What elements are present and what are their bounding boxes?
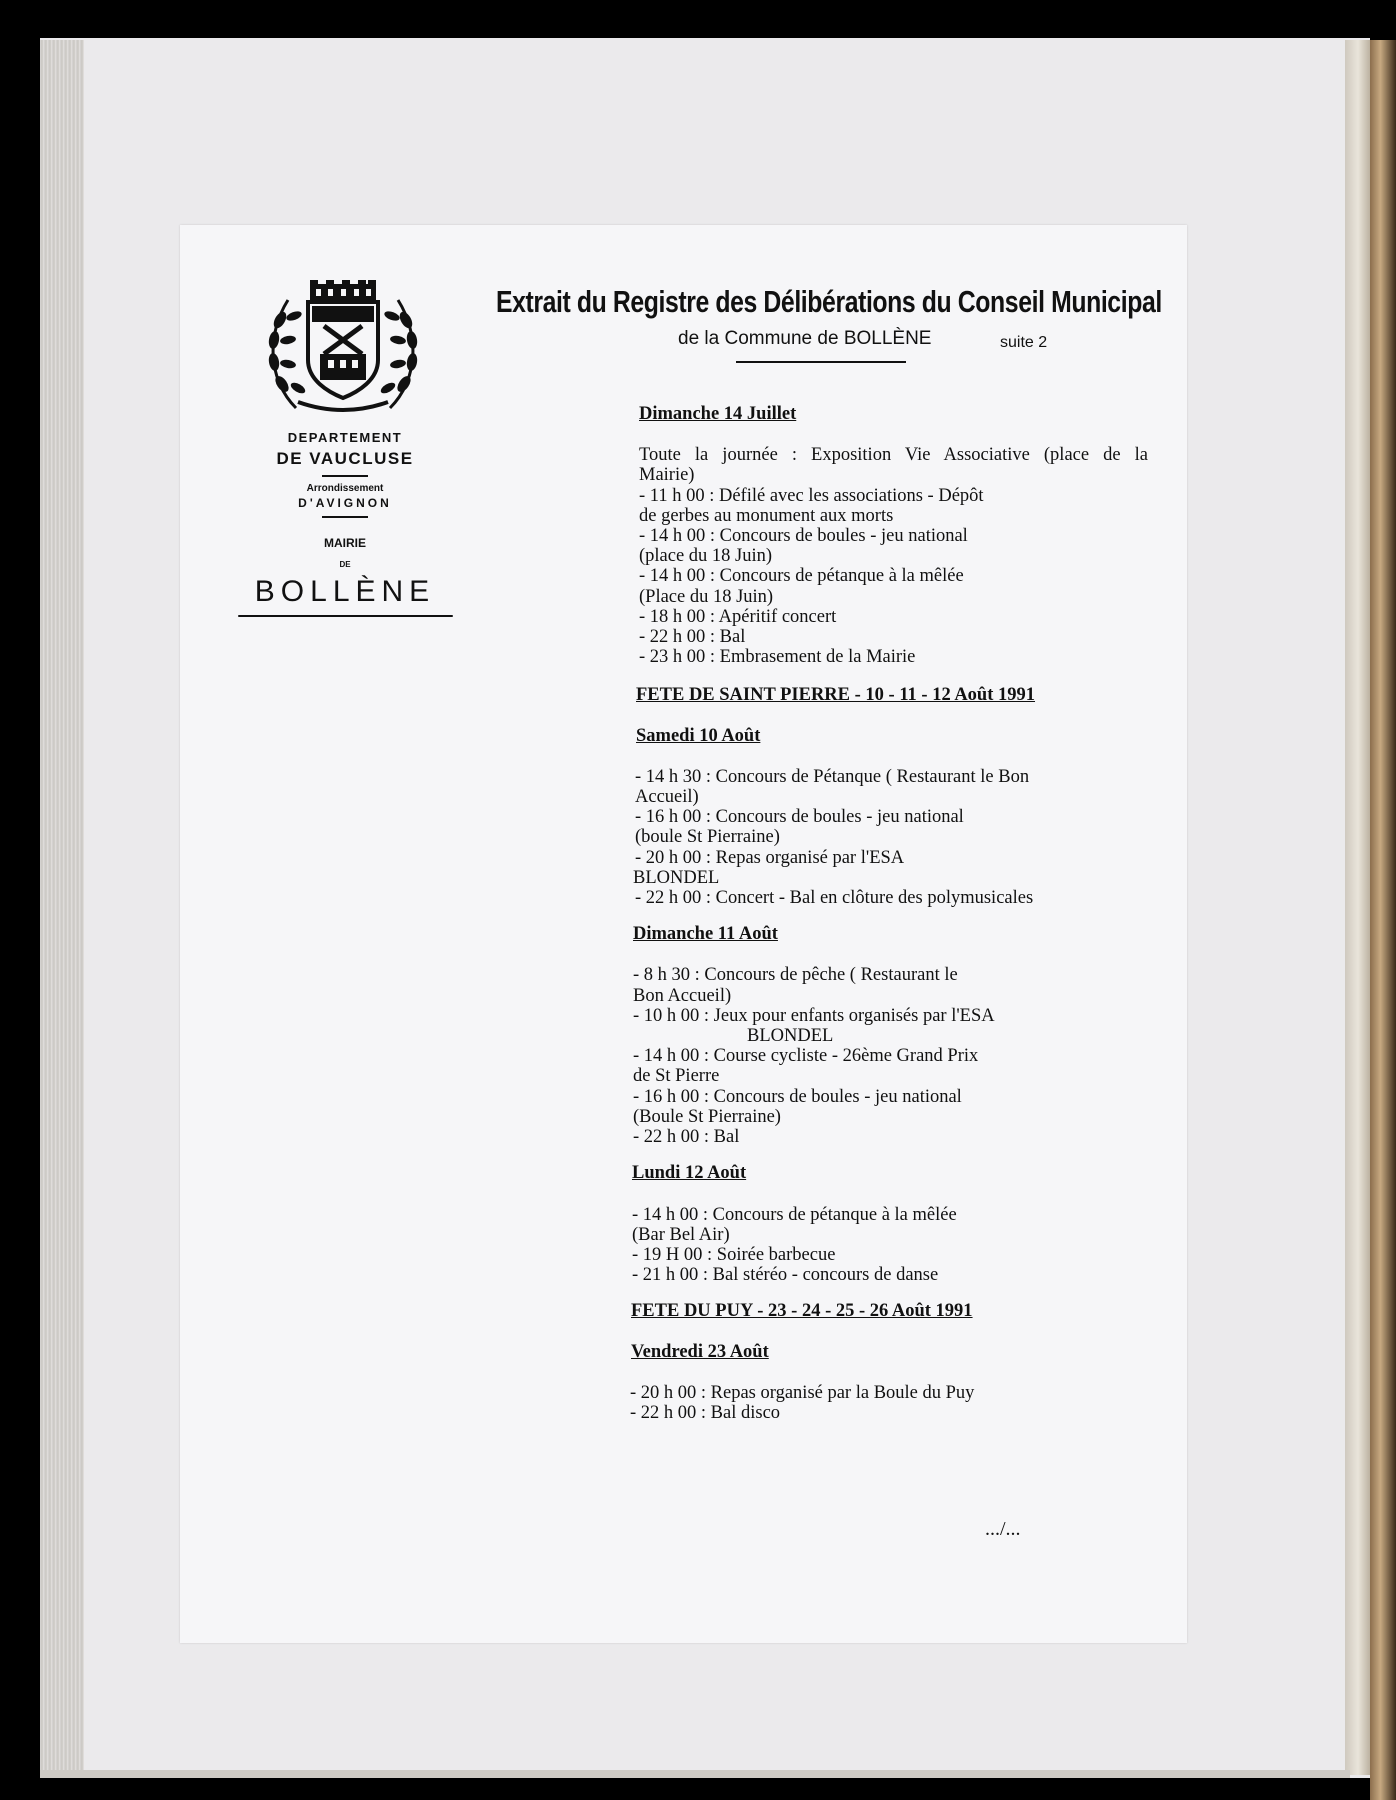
text-line: (Bar Bel Air) [632,1224,730,1245]
text-line: - 16 h 00 : Concours de boules - jeu national [635,807,964,828]
suite-label: suite 2 [1000,334,1048,351]
page-edge-bottom [40,1770,1350,1778]
text-line: BLONDEL [633,867,720,888]
text-line: - 10 h 00 : Jeux pour enfants organisés par l'ESA [633,1005,995,1026]
text-line: (boule St Pierraine) [635,827,780,848]
festival-heading: FETE DE SAINT PIERRE - 10 - 11 - 12 Août 1991 [636,685,1036,706]
section-heading: Vendredi 23 Août [631,1341,769,1362]
text-line: de St Pierre [633,1066,720,1087]
document-subtitle: de la Commune de BOLLÈNE [678,328,932,349]
text-line: - 18 h 00 : Apéritif concert [639,606,837,627]
text-line: Bon Accueil) [633,985,732,1006]
text-line: de gerbes au monument aux morts [639,505,894,526]
arrondissement-label: Arrondissement [306,483,384,494]
text-line: - 14 h 00 : Concours de boules - jeu national [639,526,968,547]
text-line: Toute la journée : Exposition Vie Associative (place de la [639,445,1148,466]
text-line: - 20 h 00 : Repas organisé par la Boule du Puy [630,1382,975,1403]
arrondissement-name: D'AVIGNON [298,496,392,510]
department-label: DEPARTEMENT [287,430,403,445]
text-line: BLONDEL [747,1026,834,1047]
text-line: - 14 h 30 : Concours de Pétanque ( Restaurant le Bon [635,766,1030,787]
text-line: - 11 h 00 : Défilé avec les associations - Dépôt [639,485,984,506]
text-line: - 14 h 00 : Concours de pétanque à la mêlée [639,566,964,587]
text-line: - 22 h 00 : Bal [639,627,746,648]
text-line: (place du 18 Juin) [639,546,773,567]
coat-of-arms-icon [258,280,428,415]
text-line: - 14 h 00 : Course cycliste - 26ème Grand Prix [633,1046,979,1067]
festival-heading: FETE DU PUY - 23 - 24 - 25 - 26 Août 1991 [631,1301,973,1322]
text-line: - 22 h 00 : Bal [633,1127,740,1148]
section-heading: Lundi 12 Août [632,1163,747,1184]
page-edge-right [1345,40,1371,1775]
department-block [215,430,475,617]
text-line: - 23 h 00 : Embrasement de la Mairie [639,647,916,668]
document-body [630,404,1150,1423]
page-edge-left [40,40,84,1772]
book-binding [1370,40,1396,1800]
commune-name: BOLLÈNE [254,575,436,608]
text-line: Accueil) [635,787,699,808]
text-line: - 22 h 00 : Bal disco [630,1402,781,1423]
document-title: Extrait du Registre des Délibérations du Conseil Municipal [496,284,1162,319]
mairie-label: MAIRIE [324,536,366,550]
text-line: - 16 h 00 : Concours de boules - jeu national [633,1086,962,1107]
text-line: - 21 h 00 : Bal stéréo - concours de danse [632,1265,939,1286]
section-heading: Dimanche 11 Août [633,924,778,945]
section-heading: Dimanche 14 Juillet [639,404,797,424]
continuation-mark: .../... [985,1518,1021,1540]
text-line: - 19 H 00 : Soirée barbecue [632,1244,836,1265]
department-name: DE VAUCLUSE [276,449,414,468]
text-line: - 14 h 00 : Concours de pétanque à la mêlée [632,1204,957,1225]
header-divider [736,361,906,363]
section-heading: Samedi 10 Août [636,725,761,746]
text-line: - 20 h 00 : Repas organisé par l'ESA [635,847,905,868]
text-line: (Place du 18 Juin) [639,586,774,607]
divider [322,475,368,477]
text-line: (Boule St Pierraine) [633,1106,781,1127]
text-line: Mairie) [639,465,695,486]
text-line: - 8 h 30 : Concours de pêche ( Restaurant le [633,965,958,986]
de-label: DE [339,560,351,569]
text-line: - 22 h 00 : Concert - Bal en clôture des polymusicales [635,888,1034,909]
divider [238,615,453,617]
divider [322,516,368,518]
